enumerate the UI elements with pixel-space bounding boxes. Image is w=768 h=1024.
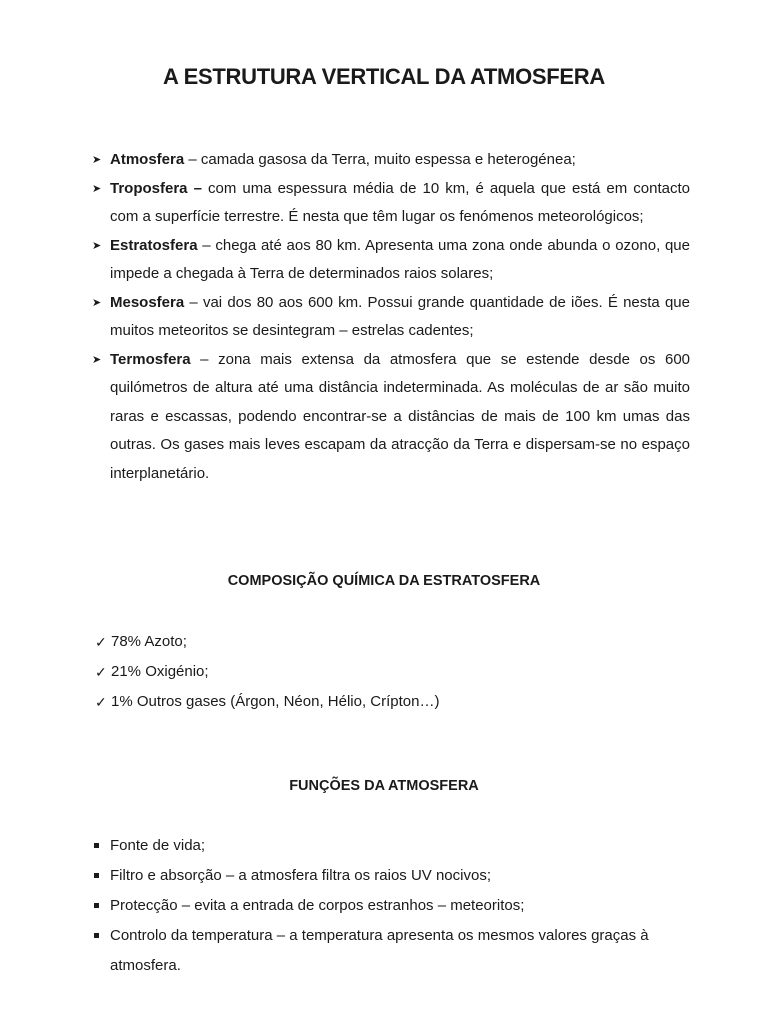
functions-list — [93, 831, 690, 981]
layer-description: – camada gasosa da Terra, muito espessa e heterogénea; — [184, 151, 576, 168]
page-title: A ESTRUTURA VERTICAL DA ATMOSFERA — [163, 64, 605, 89]
layer-description: com uma espessura média de 10 km, é aquela que está em contacto com a superfície terrestre. É nesta que têm lugar os fenómenos meteorológicos; — [110, 179, 691, 225]
layer-description: – chega até aos 80 km. Apresenta uma zona onde abunda o ozono, que impede a chegada à Terra de determinados raios solares; — [110, 236, 690, 282]
layer-term: Estratosfera — [110, 236, 198, 254]
composition-item: 21% Oxigénio; — [111, 663, 209, 680]
function-item: Filtro e absorção – a atmosfera filtra os raios UV nocivos; — [110, 867, 491, 884]
arrowhead-bullet-icon: ➤ — [92, 154, 102, 166]
list-item — [92, 175, 690, 232]
checkmark-icon: ✓ — [95, 664, 107, 680]
function-item: Fonte de vida; — [110, 837, 206, 854]
list-item — [93, 891, 690, 921]
composition-item: 78% Azoto; — [111, 633, 187, 650]
list-item — [93, 861, 690, 891]
checkmark-icon: ✓ — [95, 634, 107, 650]
composition-list — [95, 627, 439, 717]
list-item — [93, 831, 690, 861]
list-item — [92, 146, 690, 175]
list-item — [92, 232, 690, 289]
function-item: Controlo da temperatura – a temperatura apresenta os mesmos valores graças à atmosfera. — [110, 927, 649, 974]
list-item — [95, 657, 439, 687]
layer-description: – zona mais extensa da atmosfera que se estende desde os 600 quilómetros de altura até uma distância indeterminada. As moléculas de ar são muito raras e escassas, podendo encontrar-se a distâncias de mais de 100 km umas das outras. Os gases mais leves escapam da atracção da Terra e dispersam-se no espaço interplanetário. — [110, 350, 690, 482]
layer-term: Troposfera – — [110, 179, 202, 197]
layer-description: – vai dos 80 aos 600 km. Possui grande quantidade de iões. É nesta que muitos meteoritos se desintegram – estrelas cadentes; — [110, 293, 690, 339]
arrowhead-bullet-icon: ➤ — [92, 239, 102, 252]
layer-term: Mesosfera — [110, 293, 185, 311]
layer-term: Atmosfera — [110, 151, 185, 168]
square-bullet-icon — [94, 843, 99, 848]
checkmark-icon: ✓ — [95, 694, 107, 710]
list-item — [93, 921, 690, 981]
list-item — [95, 687, 439, 717]
composition-item: 1% Outros gases (Árgon, Néon, Hélio, Crípton…) — [111, 693, 440, 710]
arrowhead-bullet-icon: ➤ — [92, 182, 102, 195]
square-bullet-icon — [94, 933, 99, 938]
list-item — [92, 289, 690, 346]
function-item: Protecção – evita a entrada de corpos estranhos – meteoritos; — [110, 897, 525, 914]
layer-term: Termosfera — [110, 350, 191, 368]
atmosphere-layers-list — [92, 146, 690, 488]
composition-section-title: COMPOSIÇÃO QUÍMICA DA ESTRATOSFERA — [227, 573, 541, 589]
square-bullet-icon — [94, 873, 99, 878]
functions-section-title: FUNÇÕES DA ATMOSFERA — [289, 778, 479, 794]
list-item — [95, 627, 439, 657]
arrowhead-bullet-icon: ➤ — [92, 353, 102, 366]
arrowhead-bullet-icon: ➤ — [92, 296, 102, 309]
list-item — [92, 346, 690, 489]
square-bullet-icon — [94, 903, 99, 908]
